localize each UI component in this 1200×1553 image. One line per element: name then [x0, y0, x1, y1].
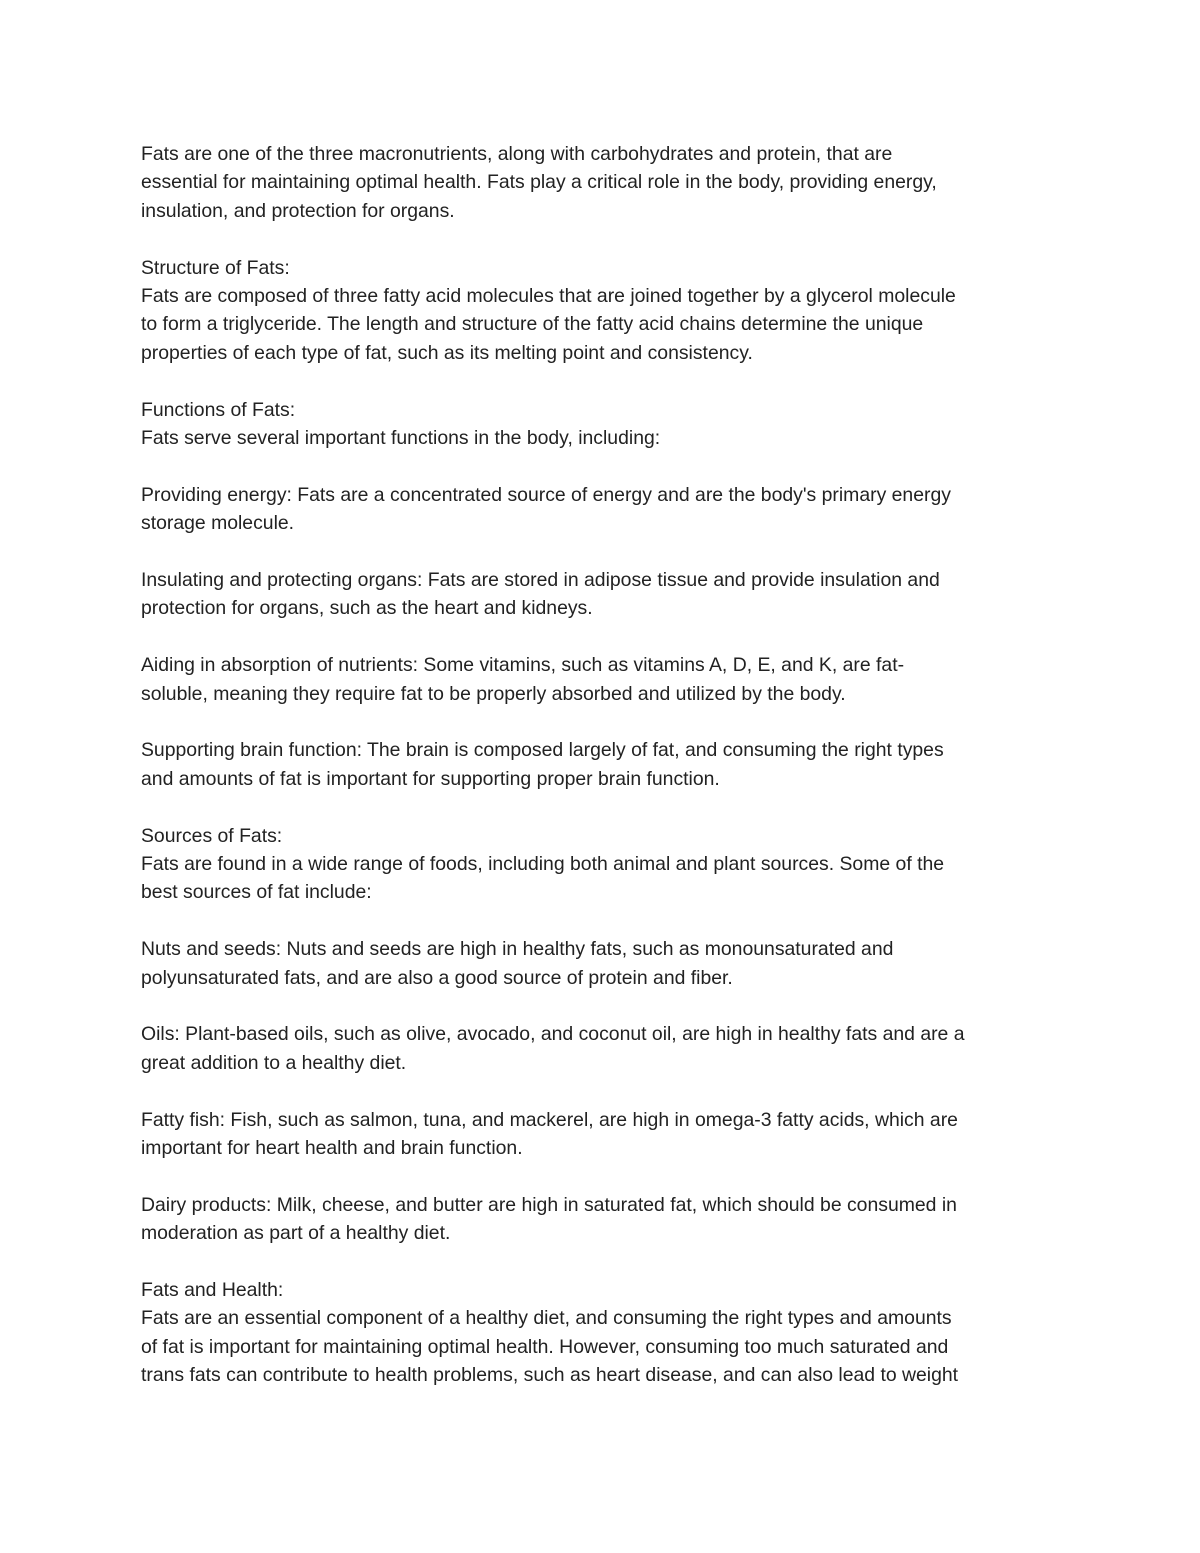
section-heading-sources: Sources of Fats: — [141, 824, 283, 847]
source-fatty-fish: Fatty fish: Fish, such as salmon, tuna, and mackerel, are high in omega-3 fatty acids, which are important for heart health and brain function. — [141, 1108, 958, 1160]
sources-intro-paragraph: Fats are found in a wide range of foods, including both animal and plant sources. Some of the best sources of fat include: — [141, 853, 945, 904]
source-nuts-seeds: Nuts and seeds: Nuts and seeds are high in healthy fats, such as monounsaturated and polyunsaturated fats, and are also a good source of protein and fiber. — [141, 938, 894, 989]
function-providing-energy: Providing energy: Fats are a concentrated source of energy and are the body's primary energy storage molecule. — [141, 483, 951, 535]
intro-paragraph: Fats are one of the three macronutrients, along with carbohydrates and protein, that are essential for maintaining optimal health. Fats play a critical role in the body, providing energy, insulation, and protection for organs. — [141, 143, 937, 222]
function-insulating-organs: Insulating and protecting organs: Fats are stored in adipose tissue and provide insulation and protection for organs, such as the heart and kidneys. — [141, 569, 940, 620]
functions-intro-paragraph: Fats serve several important functions in the body, including: — [141, 427, 661, 450]
structure-paragraph: Fats are composed of three fatty acid molecules that are joined together by a glycerol molecule to form a triglyceride. The length and structure of the fatty acid chains determine the unique properties of each type of fat, such as its melting point and consistency. — [141, 285, 956, 364]
function-nutrient-absorption: Aiding in absorption of nutrients: Some vitamins, such as vitamins A, D, E, and K, are fat- soluble, meaning they require fat to be properly absorbed and utilized by the body. — [141, 654, 905, 705]
source-dairy: Dairy products: Milk, cheese, and butter are high in saturated fat, which should be consumed in moderation as part of a healthy diet. — [141, 1193, 957, 1245]
source-oils: Oils: Plant-based oils, such as olive, avocado, and coconut oil, are high in healthy fats and are a great addition to a healthy diet. — [141, 1023, 965, 1074]
section-heading-functions: Functions of Fats: — [141, 398, 296, 421]
section-heading-health: Fats and Health: — [141, 1279, 284, 1302]
function-brain-support: Supporting brain function: The brain is composed largely of fat, and consuming the right types and amounts of fat is important for supporting proper brain function. — [141, 739, 944, 790]
document-body — [141, 140, 1066, 1390]
health-paragraph: Fats are an essential component of a healthy diet, and consuming the right types and amounts of fat is important for maintaining optimal health. However, consuming too much saturated and trans fats can contribute to health problems, such as heart disease, and can also lead to weight — [141, 1307, 959, 1387]
section-heading-structure: Structure of Fats: — [141, 256, 290, 279]
